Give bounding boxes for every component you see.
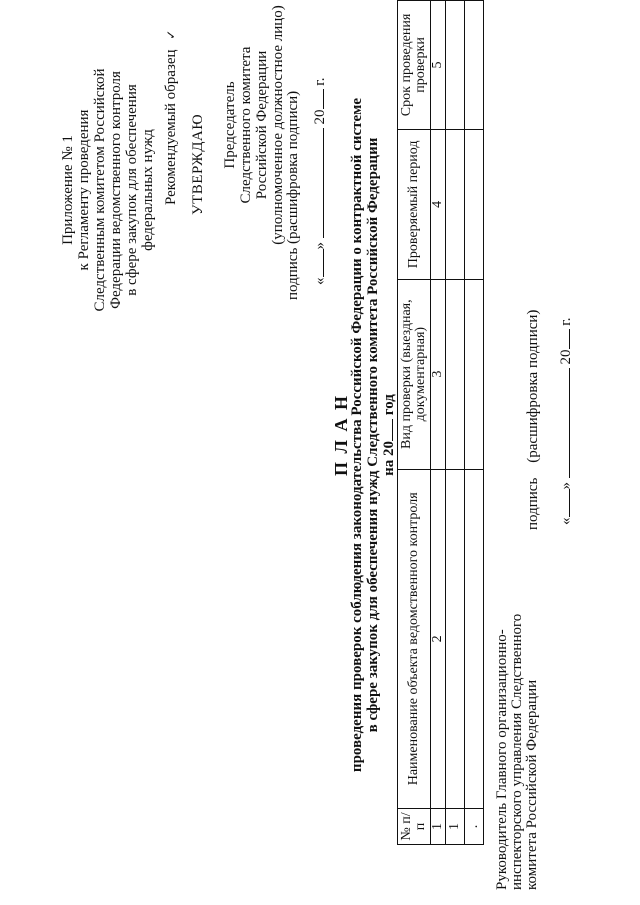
recommended-sample-label — [163, 0, 180, 205]
chairman-block — [222, 0, 286, 290]
plan-table — [397, 0, 484, 845]
appendix-line: Федерации ведомственного контроля — [108, 71, 124, 309]
header-cell: № п/п — [398, 809, 431, 845]
title-year-prefix: на 20 — [381, 440, 397, 476]
chair-line: Председатель — [222, 81, 238, 169]
table-cell — [446, 469, 465, 808]
header-cell: Проверяемый период — [398, 129, 431, 279]
signature-line-bottom — [525, 230, 542, 530]
column-number: 4 — [431, 129, 446, 279]
month-blank — [569, 368, 570, 478]
day-blank — [569, 490, 570, 518]
approve-label: УТВЕРЖДАЮ — [190, 113, 206, 215]
department-head-block — [495, 570, 540, 890]
date-line-bottom — [558, 275, 575, 525]
table-cell — [465, 279, 484, 469]
column-number: 1 — [431, 809, 446, 845]
chair-line: Российской Федерации — [254, 50, 270, 200]
table-cell — [465, 469, 484, 808]
table-row — [446, 1, 465, 845]
column-number: 2 — [431, 469, 446, 808]
title-line: в сфере закупок для обеспечения нужд Следственного комитета Российской Федерации — [365, 137, 381, 733]
title-year-suffix: год — [381, 394, 397, 416]
year-blank — [569, 330, 570, 350]
plan-title — [333, 85, 397, 785]
title-year-line — [381, 85, 397, 785]
recommended-text: Рекомендуемый образец — [163, 49, 179, 205]
table-cell — [465, 1, 484, 130]
signature-decode-label: (расшифровка подписи) — [525, 309, 541, 463]
table-cell — [446, 1, 465, 130]
appendix-line: к Регламенту проведения — [76, 109, 92, 271]
chair-line: Следственного комитета — [238, 46, 254, 204]
signature-label: подпись — [525, 477, 541, 530]
table-cell: . — [465, 809, 484, 845]
table-header-row — [398, 1, 431, 845]
appendix-line: Следственным комитетом Российской — [92, 68, 108, 312]
signature-label: подпись — [285, 247, 301, 300]
table-cell — [446, 129, 465, 279]
appendix-line: Приложение № 1 — [60, 135, 76, 245]
signature-decode-label: (расшифровка подписи) — [285, 90, 301, 244]
quote-close: » — [558, 482, 574, 490]
date-line-top — [312, 35, 329, 285]
header-cell: Вид проверки (выездная, документарная) — [398, 279, 431, 469]
column-number: 3 — [431, 279, 446, 469]
month-blank — [323, 128, 324, 238]
head-line: Руководитель Главного организационно- — [494, 629, 510, 890]
title-line: проведения проверок соблюдения законодательства Российской Федерации о контрактной системе — [349, 97, 365, 773]
appendix-header — [60, 0, 156, 400]
quote-open: « — [312, 277, 328, 285]
chair-line: (уполномоченное должностное лицо) — [270, 5, 286, 245]
year-prefix: 20 — [312, 109, 328, 125]
column-number: 5 — [431, 1, 446, 130]
plan-heading: П Л А Н — [331, 394, 351, 476]
table-cell: 1 — [446, 809, 465, 845]
quote-close: » — [312, 242, 328, 250]
table-numbering-row — [431, 1, 446, 845]
head-line: инспекторского управления Следственного — [509, 613, 525, 890]
table-cell — [465, 129, 484, 279]
title-year-blank — [392, 419, 393, 441]
year-suffix: г. — [312, 77, 328, 86]
table-row — [465, 1, 484, 845]
signature-line-top — [285, 0, 302, 300]
appendix-line: федеральных нужд — [140, 129, 156, 251]
appendix-line: в сфере закупок для обеспечения — [124, 84, 140, 296]
table-cell — [446, 279, 465, 469]
head-line: комитета Российской Федерации — [524, 679, 540, 890]
year-blank — [323, 90, 324, 110]
quote-open: « — [558, 517, 574, 525]
header-cell: Наименование объекта ведомственного контроля — [398, 469, 431, 808]
year-prefix: 20 — [558, 349, 574, 365]
header-cell: Срок проведения проверки — [398, 1, 431, 130]
handwritten-mark-icon: ✓ — [164, 29, 178, 40]
year-suffix: г. — [558, 317, 574, 326]
day-blank — [323, 250, 324, 278]
